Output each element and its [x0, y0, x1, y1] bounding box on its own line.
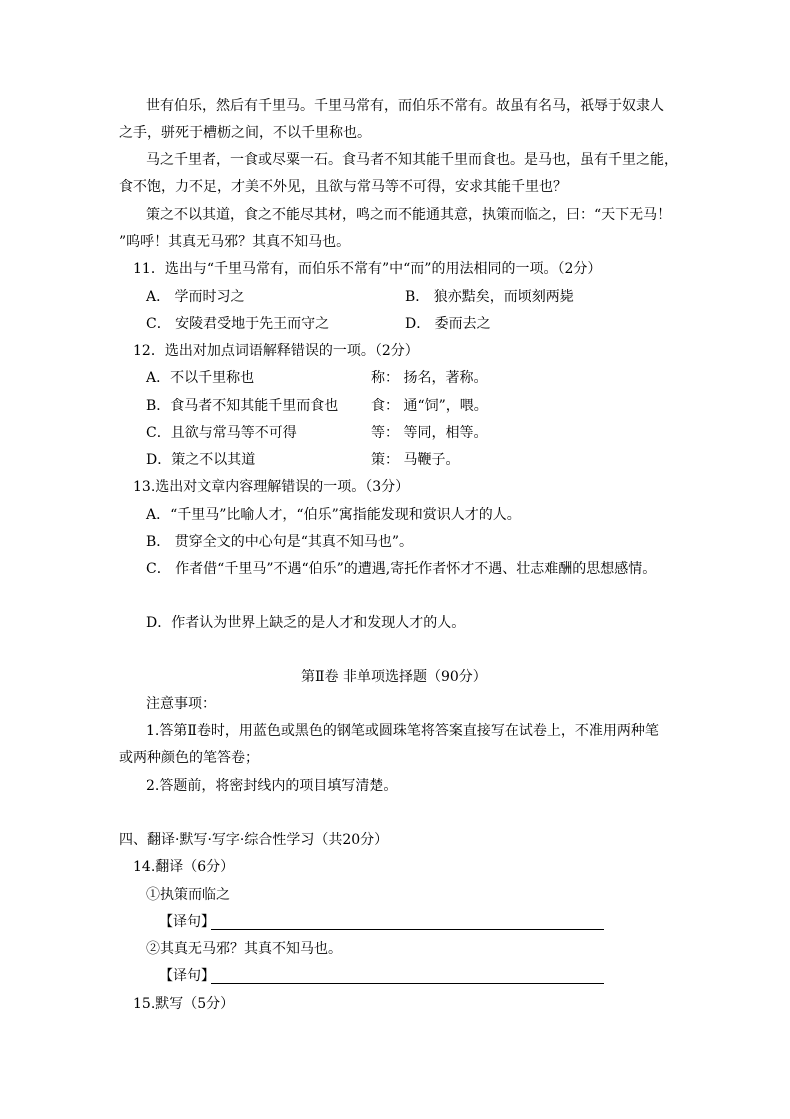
question-11-stem: 11．选出与“千里马常有，而伯乐不常有”中“而”的用法相同的一项。（2分）	[133, 261, 602, 277]
passage-line: 之手，骈死于槽枥之间，不以千里称也。	[119, 125, 371, 141]
answer-blank-2[interactable]	[211, 983, 604, 984]
q14-item-1: ①执策而临之	[146, 887, 230, 903]
question-14-stem: 14.翻译（6分）	[133, 859, 235, 875]
passage-line: 策之不以其道，食之不能尽其材，鸣之而不能通其意，执策而临之，曰：“天下无马！	[146, 207, 672, 223]
q12-option-b: B．食马者不知其能千里而食也	[146, 398, 339, 414]
q14-item-2: ②其真无马邪？其真不知马也。	[146, 941, 342, 957]
notice-2: 2.答题前，将密封线内的项目填写清楚。	[146, 778, 398, 794]
q12-explanation-c: 等： 等同，相等。	[371, 425, 488, 441]
q13-option-a: A．“千里马”比喻人才，“伯乐”寓指能发现和赏识人才的人。	[146, 507, 521, 523]
q13-option-d: D．作者认为世界上缺乏的是人才和发现人才的人。	[146, 615, 466, 631]
q14-label-2: 【译句】	[159, 968, 215, 984]
question-13-stem: 13.选出对文章内容理解错误的一项。（3分）	[133, 479, 410, 495]
part-2-title: 第Ⅱ卷 非单项选择题（90分）	[301, 669, 487, 685]
passage-line: 世有伯乐，然后有千里马。千里马常有，而伯乐不常有。故虽有名马，祇辱于奴隶人	[146, 98, 664, 114]
q11-option-b: B． 狼亦黠矣，而顷刻两毙	[405, 289, 574, 305]
q11-option-c: C． 安陵君受地于先王而守之	[146, 316, 330, 332]
q12-explanation-d: 策： 马鞭子。	[371, 452, 460, 468]
passage-line: 马之千里者，一食或尽粟一石。食马者不知其能千里而食也。是马也，虽有千里之能，	[146, 152, 678, 168]
q13-option-b: B． 贯穿全文的中心句是“其真不知马也”。	[146, 534, 414, 550]
q14-label-1: 【译句】	[159, 914, 215, 930]
q13-option-c: C． 作者借“千里马”不遇“伯乐”的遭遇,寄托作者怀才不遇、壮志难酬的思想感情。	[146, 561, 657, 577]
q12-explanation-b: 食： 通“饲”，喂。	[371, 398, 488, 414]
notice-heading: 注意事项：	[146, 696, 216, 712]
passage-line: 食不饱，力不足，才美不外见，且欲与常马等不可得，安求其能千里也？	[119, 179, 567, 195]
q12-explanation-a: 称： 扬名，著称。	[371, 370, 488, 386]
q11-option-d: D． 委而去之	[405, 316, 491, 332]
passage-line: ”呜呼！其真无马邪？其真不知马也。	[119, 234, 351, 250]
notice-1-cont: 或两种颜色的笔答卷；	[119, 750, 259, 766]
q12-option-a: A．不以千里称也	[146, 370, 255, 386]
notice-1: 1.答第Ⅱ卷时，用蓝色或黑色的钢笔或圆珠笔将答案直接写在试卷上，不准用两种笔	[146, 723, 659, 739]
section-4-title: 四、翻译·默写·写字·综合性学习（共20分）	[119, 832, 389, 848]
answer-blank-1[interactable]	[211, 929, 604, 930]
q12-option-c: C．且欲与常马等不可得	[146, 425, 297, 441]
question-15-stem: 15.默写（5分）	[133, 996, 235, 1012]
q12-option-d: D．策之不以其道	[146, 452, 256, 468]
q11-option-a: A． 学而时习之	[146, 289, 245, 305]
question-12-stem: 12．选出对加点词语解释错误的一项。（2分）	[133, 343, 419, 359]
